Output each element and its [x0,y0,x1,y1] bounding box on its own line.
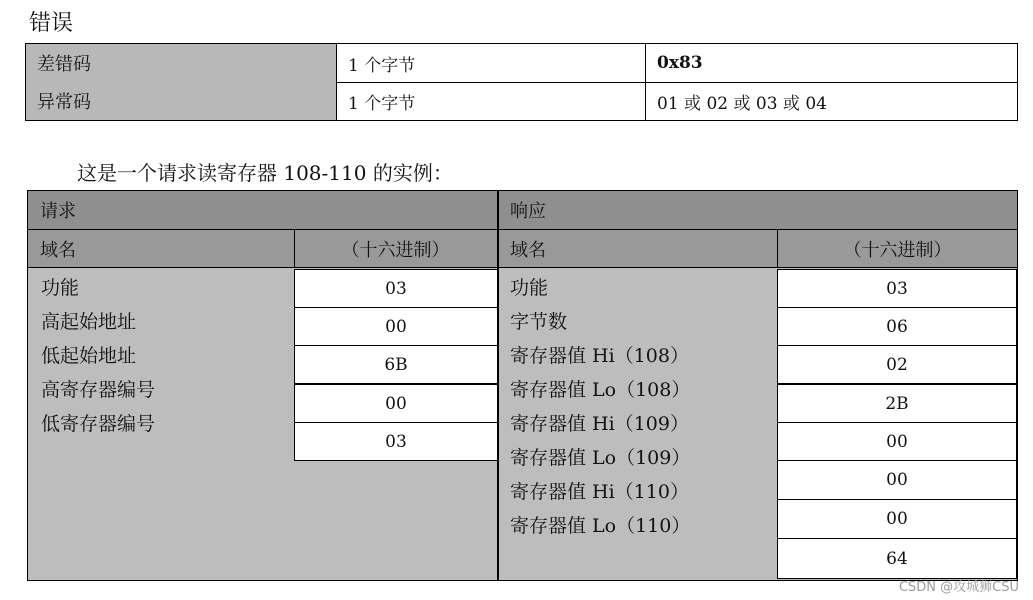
response-value: 00 [777,422,1017,461]
request-col-name: 域名 [28,230,294,268]
column-divider [294,230,295,268]
error-section-title: 错误 [29,11,74,36]
request-header: 请求 [28,191,497,230]
request-col-hex: （十六进制） [294,230,497,268]
request-value: 03 [294,269,498,308]
error-row [26,82,1017,120]
response-field-label: 寄存器值 Hi（110） [510,481,689,503]
response-value: 02 [777,345,1017,384]
response-header: 响应 [498,191,1017,230]
response-field-label: 寄存器值 Hi（108） [510,345,689,367]
watermark: CSDN @攻城狮CSU [898,580,1019,595]
example-description: 这是一个请求读寄存器 108-110 的实例： [77,161,453,185]
error-row-value: 0x83 [657,53,703,73]
request-value: 03 [294,422,498,461]
response-value: 64 [777,538,1017,579]
error-row-label: 差错码 [26,44,337,82]
request-value: 00 [294,307,498,346]
request-value: 00 [294,384,498,423]
error-table [25,43,1018,121]
response-value: 2B [777,384,1017,423]
error-row [26,44,1017,83]
request-response-table [27,190,1018,581]
error-row-size: 1 个字节 [337,82,646,120]
response-value: 00 [777,460,1017,500]
request-field-label: 低寄存器编号 [41,413,156,435]
error-row-label: 异常码 [26,82,337,120]
response-field-label: 寄存器值 Lo（108） [510,379,691,401]
column-divider [777,230,778,268]
response-col-name: 域名 [498,230,778,268]
request-field-label: 功能 [41,277,80,299]
response-field-label: 字节数 [510,311,568,333]
request-field-label: 高寄存器编号 [41,379,156,401]
response-field-label: 寄存器值 Lo（110） [510,515,691,537]
response-field-label: 寄存器值 Hi（109） [510,413,689,435]
request-value: 6B [294,345,498,384]
error-row-value: 01 或 02 或 03 或 04 [657,93,827,114]
response-value: 00 [777,499,1017,539]
response-value: 06 [777,307,1017,346]
response-col-hex: （十六进制） [778,230,1017,268]
response-value: 03 [777,269,1017,308]
request-field-label: 低起始地址 [41,345,137,367]
request-field-label: 高起始地址 [41,311,137,333]
response-field-label: 功能 [510,277,549,299]
response-field-label: 寄存器值 Lo（109） [510,447,691,469]
error-row-size: 1 个字节 [337,44,646,82]
